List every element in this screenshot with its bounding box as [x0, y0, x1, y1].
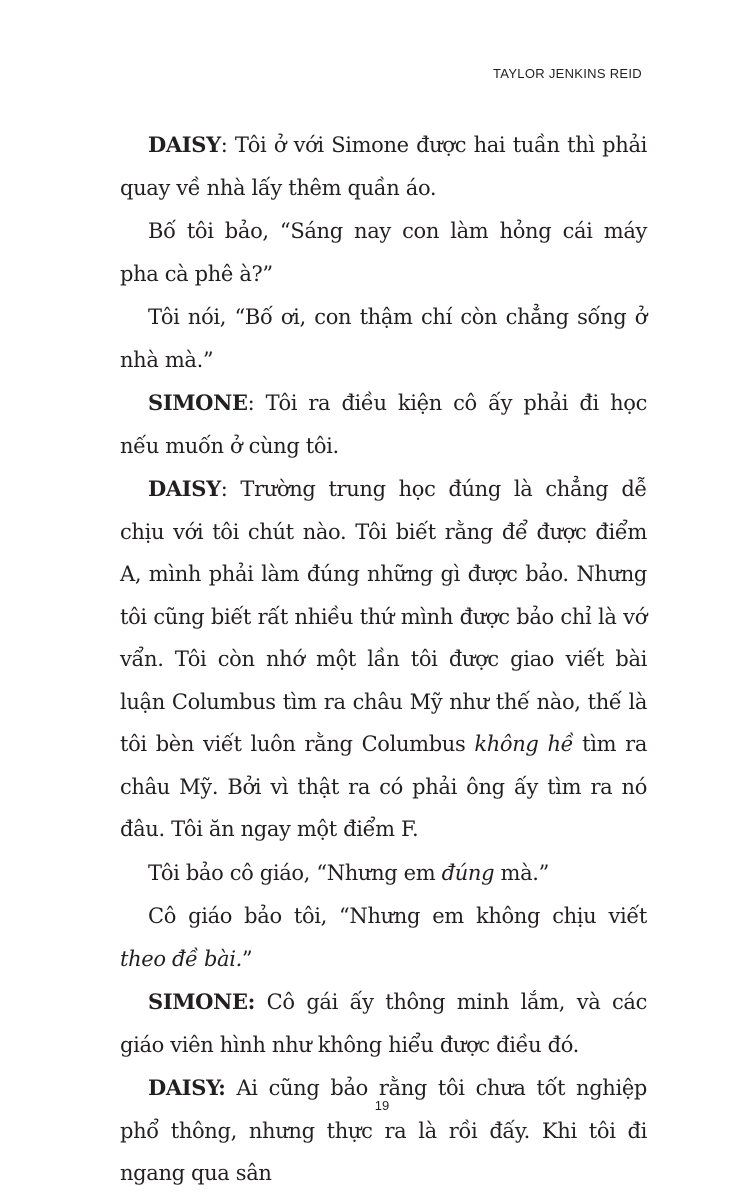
dialogue-text: Bố tôi bảo, “Sáng nay con làm hỏng cái máy pha cà phê à?”: [120, 219, 647, 286]
emphasis-text: không hề: [474, 732, 574, 756]
dialogue-text: Tôi bảo cô giáo, “Nhưng em: [148, 860, 442, 885]
running-head: TAYLOR JENKINS REID: [493, 66, 642, 81]
paragraph-4: SIMONE: Tôi ra điều kiện cô ấy phải đi học nếu muốn ở cùng tôi.: [120, 390, 647, 458]
page-number: 19: [374, 1098, 390, 1113]
dialogue-text: Ai cũng bảo rằng tôi chưa tốt nghiệp phổ thông, nhưng thực ra là rồi đấy. Khi tôi đi ngang qua sân: [120, 1076, 647, 1185]
speaker-name: DAISY:: [148, 1075, 226, 1100]
dialogue-text: Tôi ở với Simone được hai tuần thì phải quay về nhà lấy thêm quần áo.: [120, 133, 647, 200]
paragraph-5: DAISY: Trường trung học đúng là chẳng dễ chịu với tôi chút nào. Tôi biết rằng để được điểm A, mình phải làm đúng những gì được bảo. Nhưng tôi cũng biết rất nhiều thứ mình được bảo chỉ là vớ vẩn. Tôi còn nhớ một lần tôi được giao viết bài luận Columbus tìm ra châu Mỹ như thế nào, thế là tôi bèn viết luôn rằng Columbus không hề tìm ra châu Mỹ. Bởi vì thật ra có phải ông ấy tìm ra nó đâu. Tôi ăn ngay một điểm F.: [120, 476, 648, 841]
paragraph-2: [120, 210, 647, 295]
paragraph-7: [120, 895, 647, 980]
emphasis-text: theo đề bài.: [120, 946, 242, 971]
dialogue-text: tìm ra châu Mỹ. Bởi vì thật ra có phải ông ấy tìm ra nó đâu. Tôi ăn ngay một điểm F.: [120, 732, 648, 841]
body-text: [120, 124, 647, 1195]
paragraph-9: [120, 1067, 647, 1195]
emphasis-text: đúng: [441, 860, 495, 885]
dialogue-text: Cô gái ấy thông minh lắm, và các giáo viên hình như không hiểu được điều đó.: [120, 990, 648, 1057]
dialogue-text: mà.”: [494, 860, 549, 885]
paragraph-8: [120, 981, 647, 1066]
paragraph-1: DAISY: Tôi ở với Simone được hai tuần thì phải quay về nhà lấy thêm quần áo.: [120, 132, 647, 200]
dialogue-text: Tôi ra điều kiện cô ấy phải đi học nếu muốn ở cùng tôi.: [120, 391, 647, 458]
speaker-name: DAISY: [148, 476, 221, 501]
paragraph-6: [120, 852, 647, 895]
paragraph-3: [120, 296, 647, 381]
dialogue-text: ”: [241, 946, 253, 971]
speaker-name: SIMONE:: [148, 989, 256, 1014]
dialogue-text: Cô giáo bảo tôi, “Nhưng em không chịu viết: [148, 904, 647, 928]
dialogue-text: Tôi nói, “Bố ơi, con thậm chí còn chẳng sống ở nhà mà.”: [120, 305, 647, 372]
dialogue-text: Trường trung học đúng là chẳng dễ chịu với tôi chút nào. Tôi biết rằng để được điểm A, mình phải làm đúng những gì được bảo. Nhưng tôi cũng biết rất nhiều thứ mình được bảo chỉ là vớ vẩn. Tôi còn nhớ một lần tôi được giao viết bài luận Columbus tìm ra châu Mỹ như thế nào, thế là tôi bèn viết luôn rằng Columbus: [120, 477, 647, 756]
speaker-name: SIMONE: [148, 390, 248, 415]
speaker-name: DAISY: [148, 132, 221, 157]
